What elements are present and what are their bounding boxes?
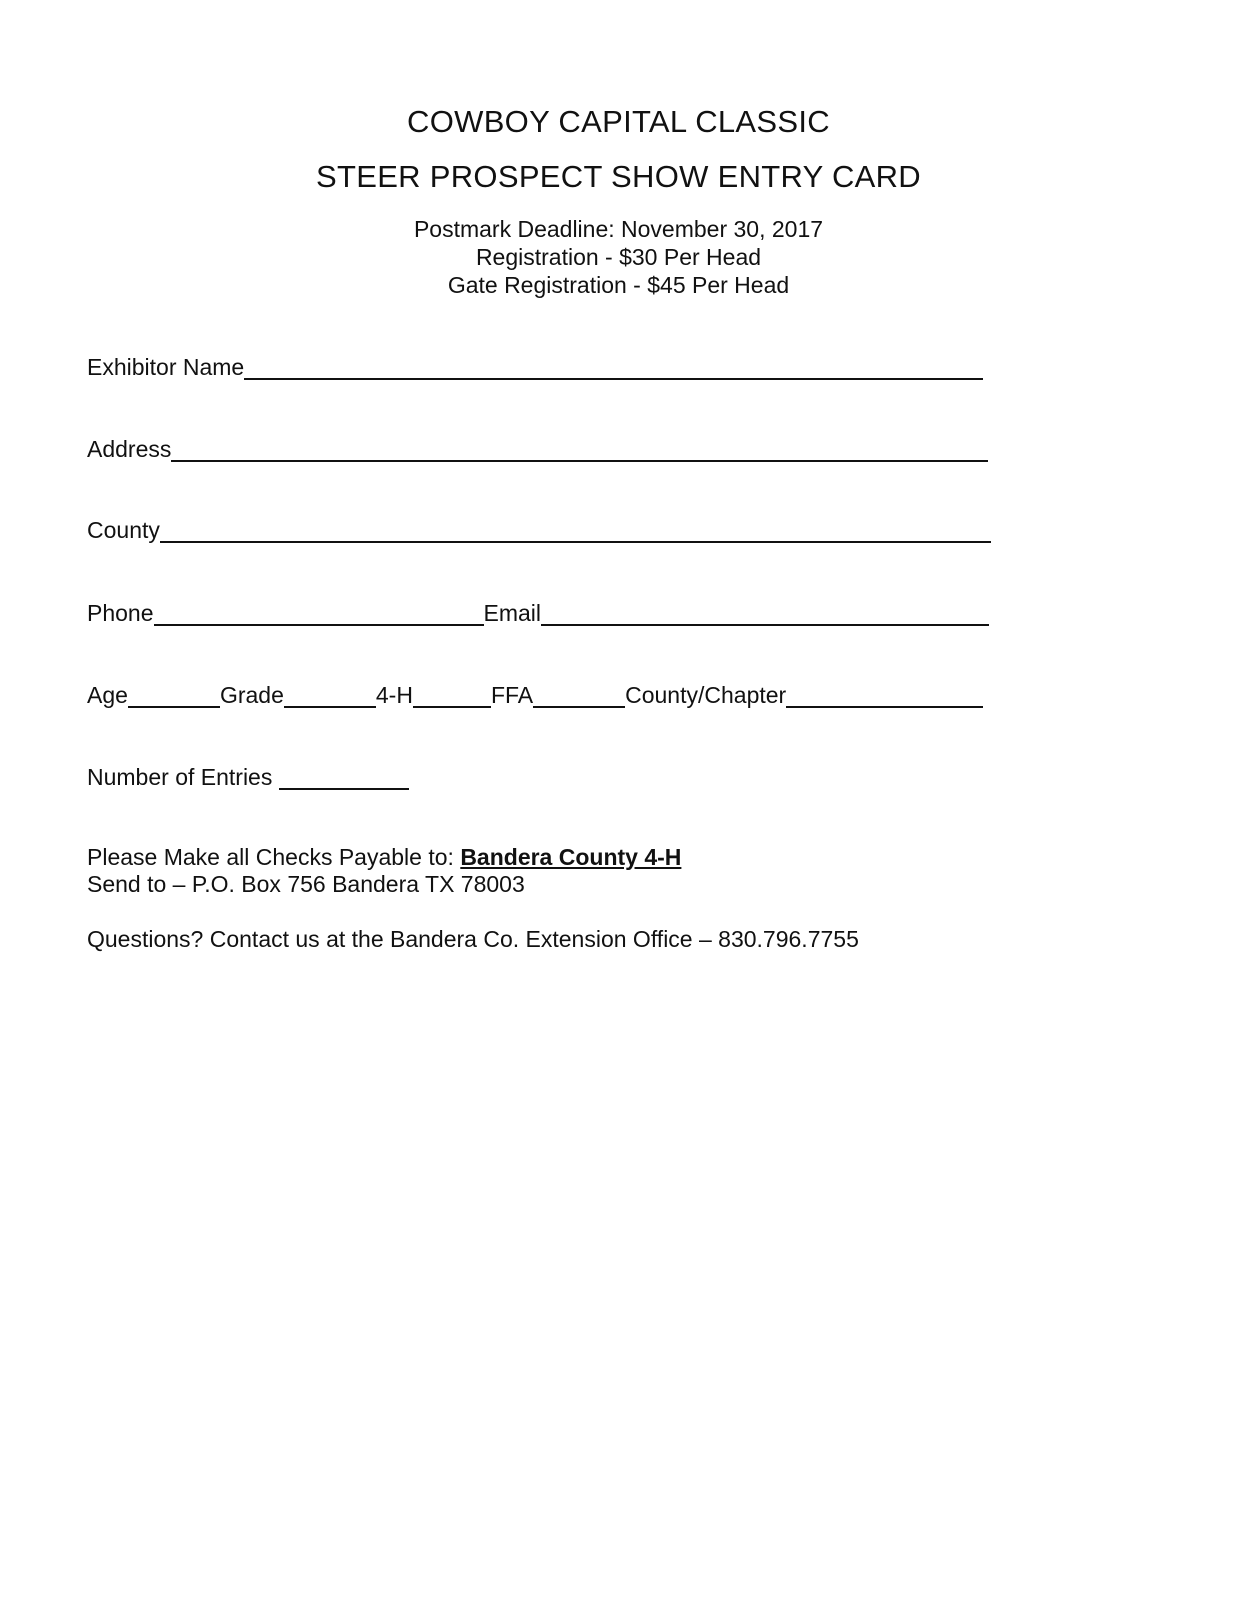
email-label: Email — [483, 600, 542, 626]
payee-name: Bandera County 4-H — [460, 844, 682, 870]
four-h-label: 4-H — [375, 682, 413, 708]
number-of-entries-label: Number of Entries — [87, 764, 273, 790]
number-of-entries-row — [87, 760, 409, 790]
address-row — [87, 432, 988, 462]
email-field[interactable] — [541, 600, 989, 626]
address-field[interactable] — [171, 436, 988, 462]
exhibitor-name-field[interactable] — [244, 354, 983, 380]
postmark-deadline: Postmark Deadline: November 30, 2017 — [413, 216, 824, 242]
county-label: County — [87, 517, 160, 543]
address-label: Address — [87, 436, 172, 462]
checks-payable-text: Please Make all Checks Payable to: — [87, 844, 461, 870]
four-h-field[interactable] — [413, 682, 491, 708]
form-subtitle: STEER PROSPECT SHOW ENTRY CARD — [316, 159, 921, 194]
county-field[interactable] — [160, 517, 991, 543]
county-chapter-field[interactable] — [786, 682, 983, 708]
phone-field[interactable] — [154, 600, 484, 626]
age-field[interactable] — [128, 682, 220, 708]
county-row — [87, 513, 991, 543]
grade-field[interactable] — [284, 682, 376, 708]
gate-registration-fee: Gate Registration - $45 Per Head — [447, 272, 790, 298]
grade-label: Grade — [219, 682, 284, 708]
phone-label: Phone — [87, 600, 154, 626]
registration-fee: Registration - $30 Per Head — [475, 244, 762, 270]
age-label: Age — [87, 682, 128, 708]
checks-payable-line — [87, 844, 681, 871]
send-to-address: Send to – P.O. Box 756 Bandera TX 78003 — [87, 871, 525, 897]
exhibitor-name-label: Exhibitor Name — [87, 354, 245, 380]
county-chapter-label: County/Chapter — [625, 682, 787, 708]
ffa-field[interactable] — [533, 682, 625, 708]
exhibitor-name-row — [87, 350, 983, 380]
questions-contact: Questions? Contact us at the Bandera Co. Extension Office – 830.796.7755 — [87, 926, 859, 952]
phone-email-row — [87, 596, 989, 626]
age-grade-row — [87, 678, 983, 708]
number-of-entries-field[interactable] — [279, 764, 409, 790]
ffa-label: FFA — [490, 682, 534, 708]
form-title: COWBOY CAPITAL CLASSIC — [407, 104, 830, 139]
